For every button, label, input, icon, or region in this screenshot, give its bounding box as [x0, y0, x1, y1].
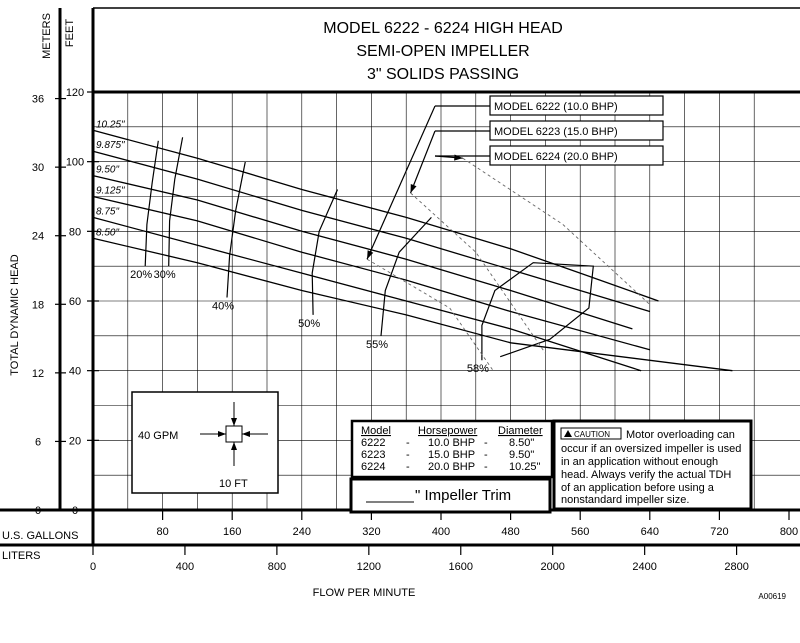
- gallons-tick-label: 720: [710, 526, 729, 538]
- model-callout-label: MODEL 6223 (15.0 BHP): [494, 126, 618, 138]
- scale-box-frame: [132, 392, 278, 493]
- legend-cell: 10.0 BHP: [428, 437, 476, 449]
- gallons-tick-label: 320: [362, 526, 381, 538]
- gallons-tick-label: 480: [501, 526, 520, 538]
- impeller-head-curve: [93, 238, 732, 370]
- efficiency-label: 55%: [365, 338, 388, 351]
- liters-tick-label: 2400: [632, 561, 657, 573]
- y-axis-title: TOTAL DYNAMIC HEAD: [9, 254, 21, 376]
- caution-line-3: in an application without enough: [561, 456, 719, 468]
- feet-tick-label: 40: [68, 365, 82, 378]
- efficiency-curve: [227, 162, 245, 298]
- legend-cell: 20.0 BHP: [428, 461, 476, 473]
- caution-badge-text: CAUTION: [574, 430, 610, 439]
- impeller-curve-label: 10.25": [96, 119, 125, 131]
- feet-tick-label: 0: [71, 505, 79, 517]
- legend-cell: -: [484, 449, 488, 461]
- impeller-curve-label: 8.50": [96, 227, 120, 239]
- model-callout-arrowhead: [411, 184, 417, 193]
- model-callout-arrowhead: [367, 250, 373, 259]
- legend-cell: -: [406, 437, 410, 449]
- legend-cell: 6224: [361, 461, 386, 473]
- annotation-layer: [367, 96, 663, 259]
- caution-line-1: Motor overloading can: [626, 429, 735, 441]
- impeller-head-curve: [93, 176, 632, 329]
- legend-header-model: Model: [361, 425, 391, 437]
- scale-box-square: [226, 426, 242, 442]
- efficiency-label: 20%: [130, 269, 153, 282]
- chart-title-line-2: SEMI-OPEN IMPELLER: [356, 43, 530, 60]
- efficiency-label: 40%: [211, 300, 234, 313]
- feet-tick-label: 80: [68, 226, 82, 239]
- chart-title-line-3: 3" SOLIDS PASSING: [366, 66, 520, 83]
- liters-tick-label: 400: [175, 561, 195, 573]
- caution-box: [554, 421, 751, 509]
- meters-tick-label: 0: [34, 505, 42, 517]
- legend-cell: -: [406, 461, 410, 473]
- model-callout-leader: [367, 106, 435, 259]
- liters-tick-label: 2800: [724, 561, 749, 573]
- efficiency-curve: [145, 141, 158, 266]
- max-hp-line: [411, 193, 546, 353]
- gallons-tick-label: 640: [640, 526, 659, 538]
- meters-tick-label: 18: [31, 299, 45, 312]
- chart-title-line-1: MODEL 6222 - 6224 HIGH HEAD: [323, 20, 563, 37]
- legend-cell: 6222: [361, 437, 386, 449]
- impeller-trim-label: " Impeller Trim: [415, 487, 512, 504]
- impeller-curve-label: 9.125": [96, 185, 125, 197]
- liters-tick-label: 1200: [356, 561, 382, 573]
- legend-cell: 9.50": [509, 449, 535, 461]
- meters-tick-label: 6: [34, 436, 42, 449]
- feet-tick-label: 100: [65, 156, 85, 169]
- liters-tick-label: 800: [267, 561, 287, 573]
- efficiency-label: 58%: [466, 363, 489, 376]
- gallons-tick-label: 400: [431, 526, 451, 538]
- gallons-tick-label: 800: [779, 526, 799, 538]
- legend-cell: 6223: [361, 449, 386, 461]
- impeller-curve-label: 9.875": [96, 140, 125, 152]
- gallons-tick-label: 240: [292, 526, 311, 538]
- legend-cell: 8.50": [509, 437, 535, 449]
- caution-line-5: of an application before using a: [561, 482, 714, 494]
- efficiency-label: 30%: [153, 269, 176, 282]
- meters-tick-label: 24: [31, 230, 45, 243]
- meters-unit-label: METERS: [41, 13, 53, 59]
- liters-tick-label: 1600: [448, 561, 474, 573]
- max-hp-line: [367, 259, 493, 371]
- meters-tick-label: 30: [31, 162, 45, 175]
- legend-header-horsepower: Horsepower: [418, 425, 478, 437]
- caution-line-4: head. Always verify the actual TDH: [561, 469, 732, 481]
- caution-line-2: occur if an oversized impeller is used: [561, 443, 742, 455]
- liters-unit-label: LITERS: [2, 550, 41, 562]
- model-legend: [352, 421, 552, 477]
- liters-tick-label: 2000: [540, 561, 565, 573]
- gallons-unit-label: U.S. GALLONS: [2, 530, 79, 542]
- scale-ft-label: 10 FT: [219, 478, 248, 490]
- impeller-curve-label: 9.50": [96, 164, 120, 176]
- gallons-tick-label: 80: [156, 526, 169, 538]
- caution-line-6: nonstandard impeller size.: [561, 494, 690, 506]
- model-callout-leader: [411, 131, 435, 193]
- legend-cell: -: [484, 461, 488, 473]
- impeller-trim-box: [351, 479, 550, 512]
- model-callout-label: MODEL 6224 (20.0 BHP): [494, 151, 618, 163]
- legend-cell: -: [406, 449, 410, 461]
- meters-tick-label: 36: [31, 93, 45, 106]
- gallons-tick-label: 560: [571, 526, 590, 538]
- efficiency-curve: [169, 137, 183, 266]
- x-axis-title: FLOW PER MINUTE: [312, 587, 416, 599]
- model-callout-label: MODEL 6222 (10.0 BHP): [494, 101, 618, 113]
- legend-cell: 10.25": [509, 461, 541, 473]
- gallons-tick-label: 160: [223, 526, 242, 538]
- liters-tick-label: 0: [89, 561, 97, 573]
- impeller-curve-label: 8.75": [96, 206, 120, 218]
- meters-tick-label: 12: [31, 367, 45, 380]
- feet-tick-label: 60: [68, 296, 82, 308]
- legend-cell: 15.0 BHP: [428, 449, 476, 461]
- legend-header-diameter: Diameter: [498, 425, 543, 437]
- feet-tick-label: 20: [68, 435, 82, 448]
- legend-cell: -: [484, 437, 488, 449]
- scale-box: [132, 392, 278, 493]
- efficiency-label: 50%: [298, 317, 321, 330]
- feet-unit-label: FEET: [64, 18, 76, 48]
- figure-code: A00619: [758, 592, 786, 601]
- scale-gpm-label: 40 GPM: [138, 430, 179, 442]
- feet-tick-label: 120: [65, 87, 85, 99]
